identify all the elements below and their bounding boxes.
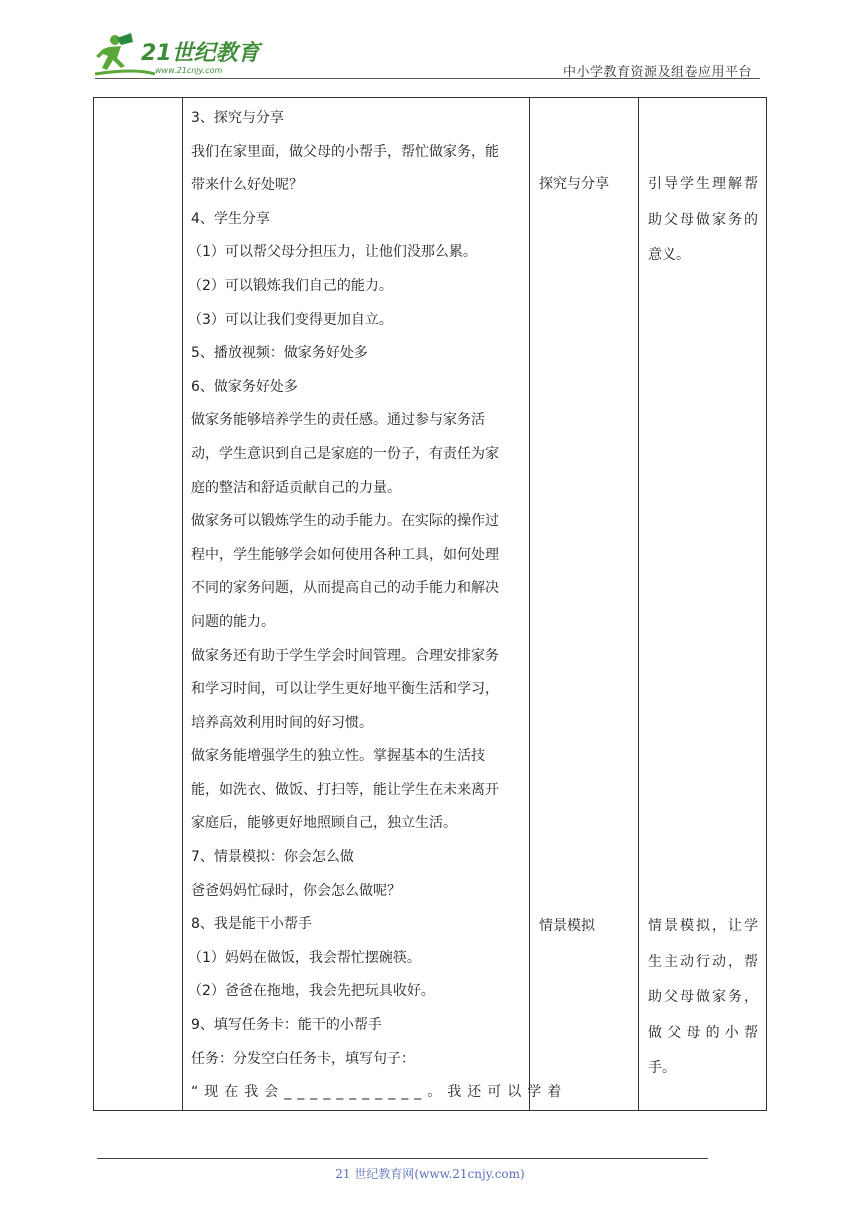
content-line: 和学习时间，可以让学生更好地平衡生活和学习， — [191, 681, 499, 698]
content-line: 培养高效利用时间的好习惯。 — [191, 714, 373, 731]
content-line: 不同的家务问题，从而提高自己的动手能力和解决 — [191, 580, 499, 597]
content-line: 问题的能力。 — [191, 613, 275, 630]
design-intent: 引导学生理解帮助父母做家务的意义。 — [648, 176, 758, 263]
runner-logo-icon — [95, 30, 265, 78]
platform-name: 中小学教育资源及组卷应用平台 — [562, 65, 752, 80]
content-line: （1）妈妈在做饭，我会帮忙摆碗筷。 — [188, 949, 421, 966]
activity-label: 情景模拟 — [539, 918, 595, 934]
svg-text:21世纪教育: 21世纪教育 — [141, 41, 260, 66]
content-cell — [183, 98, 568, 1111]
activity-label: 探究与分享 — [539, 176, 609, 192]
content-line: 我们在家里面，做父母的小帮手，帮忙做家务，能 — [191, 143, 499, 160]
content-line: 6、做家务好处多 — [191, 378, 298, 395]
header-divider — [95, 78, 760, 79]
content-line: 3、探究与分享 — [191, 110, 284, 126]
content-line: “现在我会___________。我还可以学着 — [191, 1084, 568, 1101]
content-line: 8、我是能干小帮手 — [191, 916, 312, 933]
lesson-table — [93, 97, 767, 1111]
content-line: 家庭后，能够更好地照顾自己，独立生活。 — [191, 815, 457, 832]
content-line: 做家务能够培养学生的责任感。通过参与家务活 — [191, 412, 485, 429]
design-intent: 情景模拟，让学生主动行动，帮助父母做家务，做父母的小帮手。 — [648, 918, 758, 1076]
table-row — [94, 98, 767, 1111]
content-line: 做家务能增强学生的独立性。掌握基本的生活技 — [191, 748, 485, 765]
content-line: 程中，学生能够学会如何使用各种工具，如何处理 — [191, 546, 499, 563]
intent-cell — [639, 98, 767, 1111]
svg-text:www.21cnjy.com: www.21cnjy.com — [155, 66, 223, 75]
content-line: （2）可以锻炼我们自己的能力。 — [188, 277, 393, 294]
page-header — [95, 30, 760, 80]
footer-text: 21 世纪教育网(www.21cnjy.com) — [335, 1167, 525, 1181]
content-line: 4、学生分享 — [191, 210, 270, 227]
empty-cell — [94, 98, 183, 1111]
footer-divider — [97, 1158, 708, 1159]
content-line: 7、情景模拟：你会怎么做 — [191, 849, 354, 866]
content-line: 9、填写任务卡：能干的小帮手 — [191, 1017, 382, 1034]
content-line: 任务：分发空白任务卡，填写句子： — [191, 1050, 415, 1067]
content-line: （2）爸爸在拖地，我会先把玩具收好。 — [188, 983, 435, 1000]
content-line: 能，如洗衣、做饭、打扫等，能让学生在未来离开 — [191, 781, 499, 798]
content-line: 做家务可以锻炼学生的动手能力。在实际的操作过 — [191, 513, 499, 530]
content-line: 做家务还有助于学生学会时间管理。合理安排家务 — [191, 647, 499, 664]
activity-cell — [530, 98, 639, 1111]
content-line: 带来什么好处呢？ — [191, 177, 303, 194]
content-line: 爸爸妈妈忙碌时，你会怎么做呢？ — [191, 882, 401, 899]
content-line: 5、播放视频：做家务好处多 — [191, 345, 368, 362]
content-line: 庭的整洁和舒适贡献自己的力量。 — [191, 479, 401, 496]
content-line: 动，学生意识到自己是家庭的一份子，有责任为家 — [191, 445, 499, 462]
content-line: （3）可以让我们变得更加自立。 — [188, 311, 393, 328]
content-line: （1）可以帮父母分担压力，让他们没那么累。 — [188, 244, 477, 261]
site-logo — [95, 30, 265, 78]
